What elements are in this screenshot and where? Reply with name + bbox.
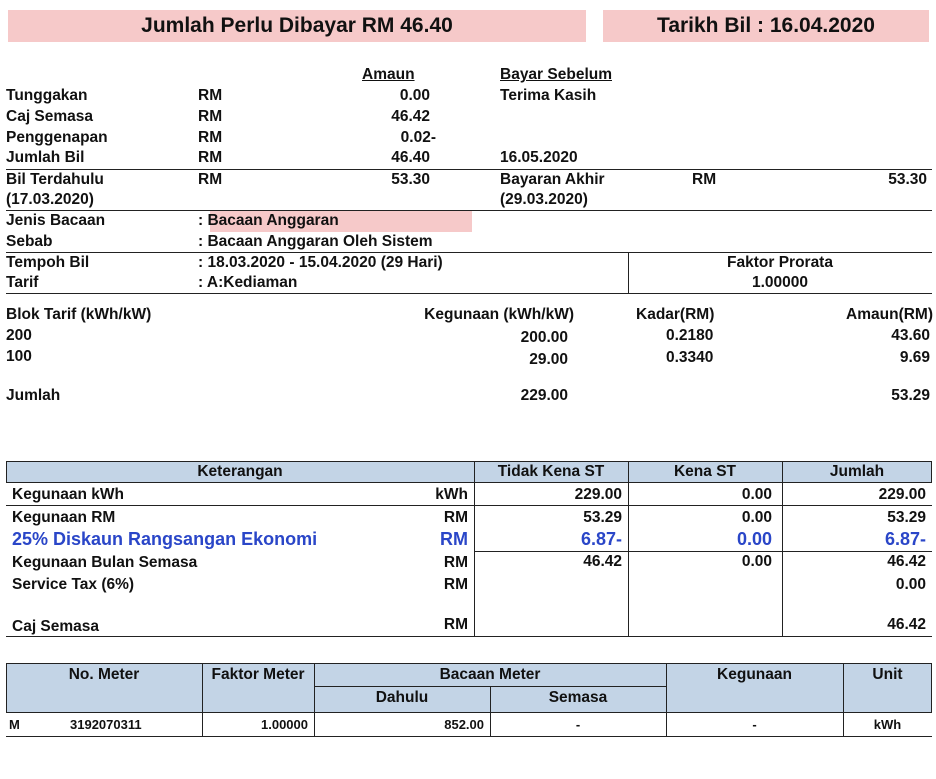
prev-bill-currency: RM	[198, 171, 223, 188]
unit: kWh	[435, 486, 468, 503]
desc: Kegunaan kWh	[12, 486, 124, 503]
thank-you: Terima Kasih	[500, 87, 597, 104]
reading-type-value: : Bacaan Anggaran	[198, 212, 339, 229]
charges-h-desc: Keterangan	[197, 463, 283, 480]
desc: Service Tax (6%)	[12, 576, 135, 593]
block-header: Blok Tarif (kWh/kW)	[6, 306, 152, 323]
meter-h-curr: Semasa	[548, 689, 608, 706]
col-amaun-header: Amaun	[362, 66, 415, 83]
col-bayar-header: Bayar Sebelum	[500, 66, 612, 83]
meter-h-usage: Kegunaan	[717, 666, 792, 683]
unit: RM	[443, 509, 468, 526]
block-total-label: Jumlah	[6, 387, 61, 404]
currency: RM	[198, 149, 223, 166]
usage: 200.00	[520, 329, 568, 346]
period-label: Tempoh Bil	[6, 254, 90, 271]
desc: Caj Semasa	[12, 618, 100, 635]
reason-value: : Bacaan Anggaran Oleh Sistem	[198, 233, 433, 250]
reading-type-label: Jenis Bacaan	[6, 212, 106, 229]
taxable: 0.00	[741, 553, 772, 570]
amount: 0.02-	[400, 129, 436, 146]
label-penggenapan: Penggenapan	[6, 129, 108, 146]
taxable: 0.00	[741, 486, 772, 503]
desc: 25% Diskaun Rangsangan Ekonomi	[12, 529, 318, 549]
meter-factor: 1.00000	[261, 717, 308, 732]
meter-usage: -	[752, 717, 757, 732]
taxable: 0.00	[741, 509, 772, 526]
divider	[6, 293, 932, 294]
divider-vertical	[628, 252, 629, 293]
prev-bill-date: (17.03.2020)	[6, 191, 94, 208]
currency: RM	[198, 87, 223, 104]
unit: RM	[443, 576, 468, 593]
amount: 46.42	[391, 108, 430, 125]
label-tunggakan: Tunggakan	[6, 87, 88, 104]
charges-h-total: Jumlah	[829, 463, 885, 480]
usage-header: Kegunaan (kWh/kW)	[424, 306, 574, 323]
desc: Kegunaan Bulan Semasa	[12, 554, 198, 571]
prorata-label: Faktor Prorata	[727, 254, 833, 271]
block: 200	[6, 327, 32, 344]
unit: RM	[443, 616, 468, 633]
row-divider	[314, 686, 666, 687]
amount-header: Amaun(RM)	[846, 306, 933, 323]
due-date: 16.05.2020	[500, 149, 578, 166]
last-pay-label: Bayaran Akhir	[500, 171, 605, 188]
rate: 0.3340	[666, 349, 714, 366]
prorata-value: 1.00000	[751, 274, 809, 291]
tariff-value: : A:Kediaman	[198, 274, 298, 291]
label-caj-semasa: Caj Semasa	[6, 108, 94, 125]
unit: RM	[443, 554, 468, 571]
unit: RM	[440, 529, 468, 549]
total: 53.29	[887, 509, 926, 526]
row-divider	[6, 505, 932, 506]
amount: 43.60	[891, 327, 930, 344]
total: 0.00	[895, 576, 926, 593]
not-taxable: 6.87-	[580, 529, 622, 549]
last-pay-currency: RM	[692, 171, 717, 188]
not-taxable: 229.00	[574, 486, 622, 503]
reason-label: Sebab	[6, 233, 53, 250]
charges-h-notaxable: Tidak Kena ST	[497, 463, 605, 480]
meter-h-prev: Dahulu	[375, 689, 429, 706]
prev-bill-amount: 53.30	[391, 171, 430, 188]
block-total-amount: 53.29	[891, 387, 930, 404]
total: 6.87-	[884, 529, 926, 549]
last-pay-amount: 53.30	[888, 171, 927, 188]
amount: 46.40	[391, 149, 430, 166]
not-taxable: 46.42	[583, 553, 622, 570]
meter-h-no: No. Meter	[68, 666, 140, 683]
label-jumlah-bil: Jumlah Bil	[6, 149, 85, 166]
currency: RM	[198, 108, 223, 125]
meter-h-unit: Unit	[872, 666, 903, 683]
desc: Kegunaan RM	[12, 509, 116, 526]
col-divider	[782, 461, 783, 637]
col-divider	[628, 461, 629, 637]
total: 229.00	[878, 486, 926, 503]
total: 46.42	[887, 553, 926, 570]
last-pay-date: (29.03.2020)	[500, 191, 588, 208]
meter-h-factor: Faktor Meter	[211, 666, 305, 683]
row-divider	[474, 551, 932, 552]
amount: 9.69	[899, 349, 930, 366]
meter-prev: 852.00	[444, 717, 484, 732]
rate-header: Kadar(RM)	[636, 306, 715, 323]
table-bottom	[6, 636, 932, 637]
meter-number: 3192070311	[70, 717, 142, 732]
rate: 0.2180	[666, 327, 714, 344]
amount-due: Jumlah Perlu Dibayar RM 46.40	[141, 14, 453, 37]
prev-bill-label: Bil Terdahulu	[6, 171, 104, 188]
table-bottom	[6, 736, 932, 737]
divider	[6, 252, 932, 253]
meter-h-reading: Bacaan Meter	[439, 666, 541, 683]
meter-type: M	[9, 717, 20, 732]
taxable: 0.00	[736, 529, 772, 549]
usage: 29.00	[529, 351, 568, 368]
period-value: : 18.03.2020 - 15.04.2020 (29 Hari)	[198, 254, 443, 271]
currency: RM	[198, 129, 223, 146]
not-taxable: 53.29	[583, 509, 622, 526]
block-total-usage: 229.00	[520, 387, 568, 404]
meter-curr: -	[575, 717, 581, 732]
col-divider	[474, 461, 475, 637]
bill-date: Tarikh Bil : 16.04.2020	[657, 14, 875, 37]
divider	[6, 169, 932, 170]
total: 46.42	[887, 616, 926, 633]
amount: 0.00	[399, 87, 430, 104]
meter-unit: kWh	[873, 717, 902, 732]
tariff-label: Tarif	[6, 274, 39, 291]
charges-h-taxable: Kena ST	[673, 463, 736, 480]
block: 100	[6, 348, 32, 365]
